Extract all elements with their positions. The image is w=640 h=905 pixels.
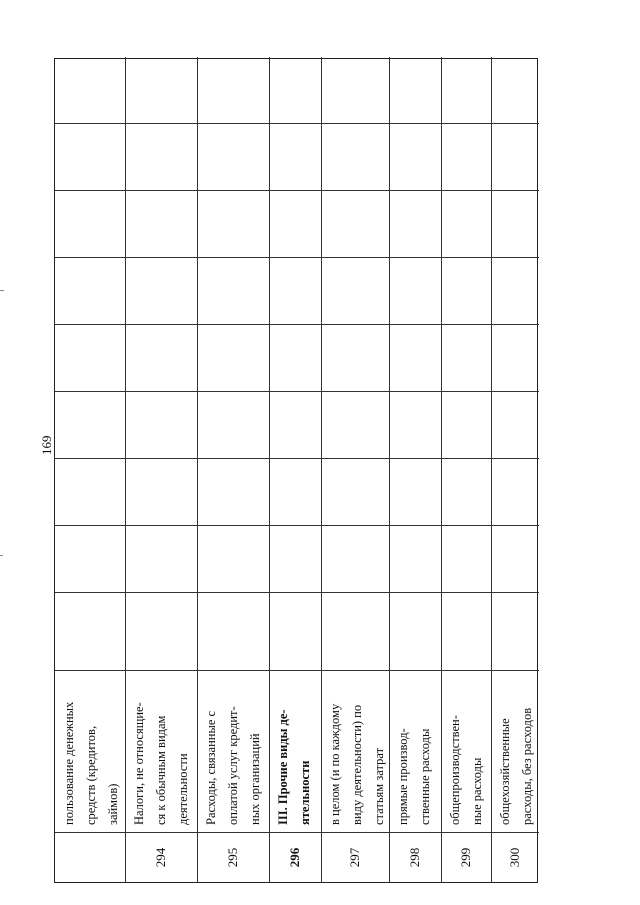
row-number: 298 xyxy=(407,847,422,868)
row-number: 297 xyxy=(347,847,362,868)
row-divider xyxy=(197,57,198,882)
row-number: 299 xyxy=(458,847,473,868)
row-description-line: общепроизводствен- xyxy=(448,715,462,825)
column-divider xyxy=(55,391,539,392)
row-description-line: Расходы, связанные с xyxy=(204,710,218,825)
row-description-line: деятельности xyxy=(176,753,190,825)
row-description-line: займов) xyxy=(106,783,120,825)
column-divider xyxy=(55,592,539,593)
row-description-line: в целом (и по каждому xyxy=(328,703,342,825)
row-description-line: прямые производ- xyxy=(396,728,410,825)
column-divider xyxy=(55,324,539,325)
column-divider xyxy=(55,123,539,124)
row-description-line: ные расходы xyxy=(470,757,484,825)
data-table xyxy=(54,58,538,883)
row-description-line: III. Прочие виды де- xyxy=(276,709,290,825)
scan-edge-mark xyxy=(0,555,3,556)
row-description-line: ся к обычным видам xyxy=(154,715,168,825)
row-number: 300 xyxy=(507,847,522,868)
row-divider xyxy=(269,57,270,882)
column-divider xyxy=(55,257,539,258)
row-description-line: общехозяйственные xyxy=(498,718,512,825)
row-description-line: Налоги, не относящие- xyxy=(132,702,146,825)
row-divider xyxy=(441,57,442,882)
row-description-line: ятельности xyxy=(298,760,312,825)
row-description-line: статьям затрат xyxy=(372,747,386,825)
scan-edge-mark xyxy=(0,290,4,291)
page-number: 169 xyxy=(39,435,54,455)
row-number: 296 xyxy=(287,847,302,868)
row-description-line: ственные расходы xyxy=(418,728,432,825)
rotated-table-container xyxy=(54,58,538,883)
row-description-line: оплатой услуг кредит- xyxy=(226,706,240,825)
row-description-line: расходы, без расходов xyxy=(520,707,534,825)
column-divider xyxy=(55,670,539,671)
column-divider xyxy=(55,525,539,526)
row-divider xyxy=(491,57,492,882)
column-divider xyxy=(55,190,539,191)
row-description-line: средств (кредитов, xyxy=(84,725,98,825)
row-number: 294 xyxy=(153,847,168,868)
row-number: 295 xyxy=(225,847,240,868)
column-divider xyxy=(55,458,539,459)
row-divider xyxy=(321,57,322,882)
row-description-line: виду деятельности) по xyxy=(350,704,364,825)
row-description-line: пользование денежных xyxy=(62,701,76,825)
row-divider xyxy=(125,57,126,882)
row-description-line: ных организаций xyxy=(248,733,262,825)
